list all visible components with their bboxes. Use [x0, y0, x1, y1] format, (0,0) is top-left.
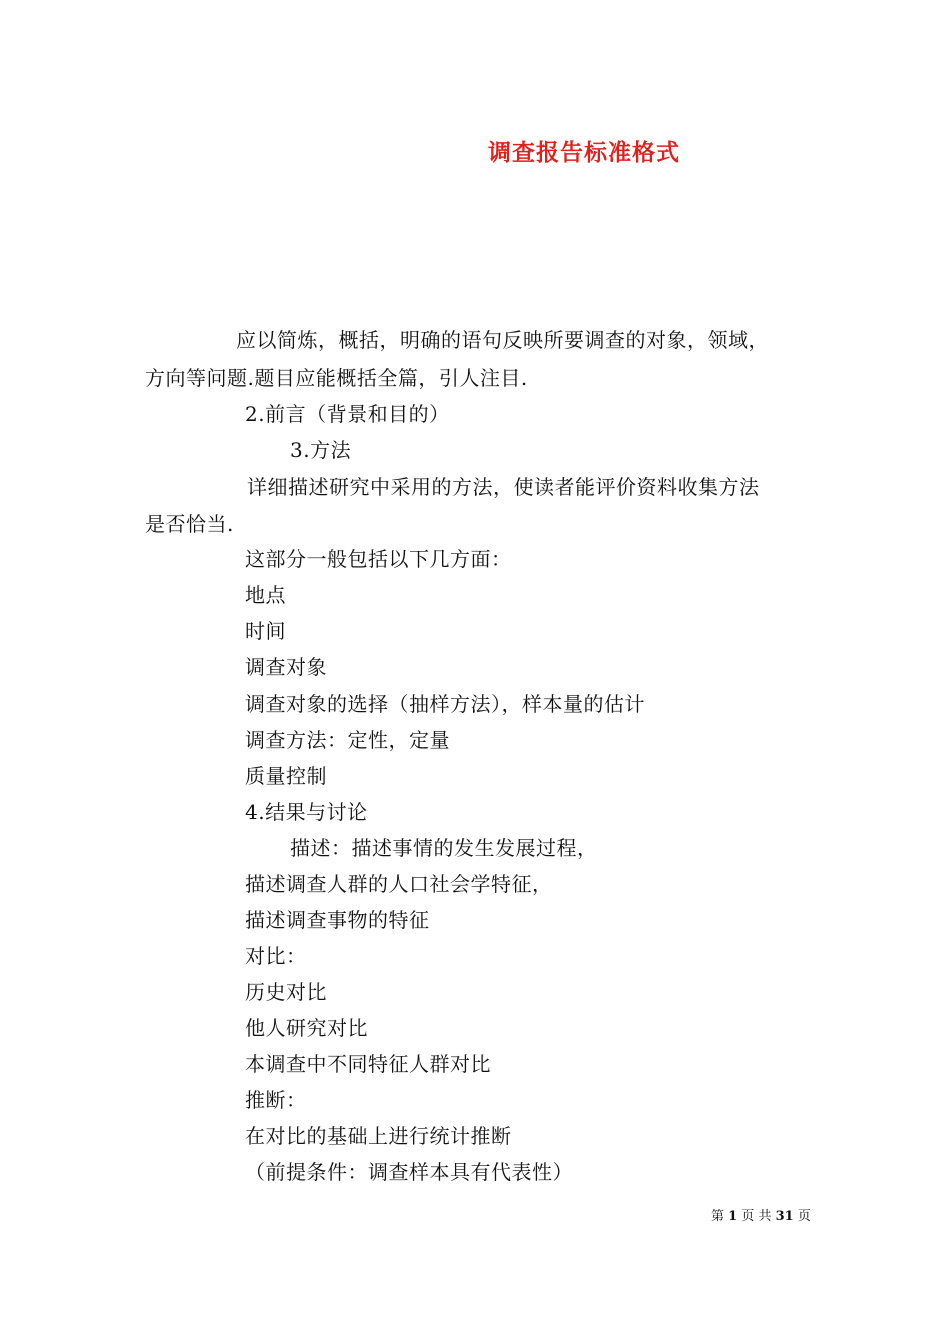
- list-item: 质量控制: [245, 764, 327, 788]
- paragraph-line: 描述调查人群的人口社会学特征，: [245, 872, 553, 896]
- document-title: 调查报告标准格式: [488, 139, 680, 166]
- list-item: 调查对象的选择（抽样方法），样本量的估计: [245, 692, 645, 716]
- section-heading: 4.结果与讨论: [245, 800, 368, 824]
- paragraph-line: 应以简炼，概括，明确的语句反映所要调查的对象，领域，: [236, 328, 769, 352]
- section-heading: 3.方法: [290, 438, 352, 462]
- paragraph-line: 方向等问题.题目应能概括全篇，引人注目.: [145, 366, 528, 390]
- list-item: 历史对比: [245, 980, 327, 1004]
- page-footer: [711, 1205, 811, 1224]
- footer-total-pages: 31: [775, 1209, 794, 1224]
- footer-prefix: 第: [711, 1209, 725, 1224]
- list-item: 他人研究对比: [245, 1016, 368, 1040]
- list-item: 调查对象: [245, 655, 327, 679]
- footer-page-number: 1: [728, 1209, 738, 1224]
- paragraph-line: 描述调查事物的特征: [245, 908, 430, 932]
- paragraph-line: 描述：描述事情的发生发展过程，: [290, 836, 598, 860]
- footer-suffix: 页: [797, 1209, 811, 1224]
- paragraph-line: （前提条件：调查样本具有代表性）: [245, 1160, 573, 1184]
- paragraph-line: 是否恰当.: [145, 512, 234, 536]
- list-item: 时间: [245, 619, 286, 643]
- paragraph-line: 推断：: [245, 1088, 307, 1112]
- paragraph-line: 这部分一般包括以下几方面：: [245, 547, 512, 571]
- list-item: 地点: [245, 583, 286, 607]
- list-item: 调查方法：定性，定量: [245, 728, 450, 752]
- paragraph-line: 详细描述研究中采用的方法，使读者能评价资料收集方法: [247, 475, 760, 499]
- paragraph-line: 对比：: [245, 944, 307, 968]
- paragraph-line: 在对比的基础上进行统计推断: [245, 1124, 512, 1148]
- section-heading: 2.前言（背景和目的）: [245, 402, 450, 426]
- list-item: 本调查中不同特征人群对比: [245, 1052, 491, 1076]
- footer-middle: 页 共: [741, 1209, 772, 1224]
